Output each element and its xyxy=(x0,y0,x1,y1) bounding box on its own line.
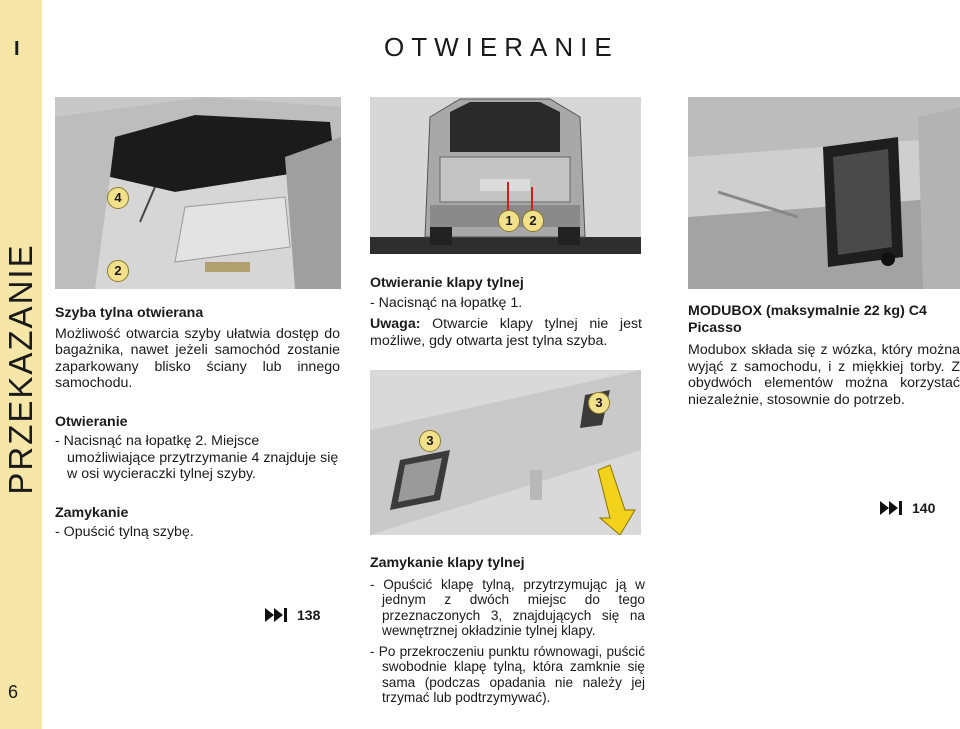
tailgate-photo xyxy=(370,97,641,254)
callout-badge-2-tailgate: 2 xyxy=(522,210,544,232)
tailgate-open-text xyxy=(370,275,642,349)
chapter-sidebar xyxy=(0,0,42,729)
callout-badge-3-left: 3 xyxy=(419,430,441,452)
section-heading-rear-window: Szyba tylna otwierana xyxy=(55,305,204,321)
tailgate-note xyxy=(370,316,642,349)
modubox-description: Modubox składa się z wózka, który można wyjąć z samochodu, i z miękkiej torby. Z obydwóch elementów można korzystać niezależnie, stosownie do potrzeb. xyxy=(688,342,960,408)
fast-forward-icon xyxy=(265,608,287,622)
tailgate-close-heading: Zamykanie klapy tylnej xyxy=(370,555,525,571)
left-column-text xyxy=(55,305,340,541)
reference-page-number: 140 xyxy=(912,500,936,516)
closing-heading: Zamykanie xyxy=(55,504,129,521)
callout-badge-4: 4 xyxy=(107,187,129,209)
rear-window-photo xyxy=(55,97,341,289)
callout-badge-1: 1 xyxy=(498,210,520,232)
chapter-title: PRZEKAZANIE xyxy=(2,243,39,495)
tailgate-close-step-2: - Po przekroczeniu punktu równowagi, puścić swobodnie klapę tylną, która zamknie się sama (podczas opadania nie należy jej trzymać lub podtrzymywać). xyxy=(370,643,645,705)
tailgate-handles-photo xyxy=(370,370,641,535)
modubox-photo xyxy=(688,97,960,289)
tailgate-close-step-1: - Opuścić klapę tylną, przytrzymując ją w jednym z dwóch miejsc do tego przeznaczonych 3, znajdujących się na wewnętrznej okładzinie tylnej klapy. xyxy=(370,576,645,638)
tailgate-open-heading: Otwieranie klapy tylnej xyxy=(370,275,524,291)
fast-forward-icon xyxy=(880,501,902,515)
callout-badge-2: 2 xyxy=(107,260,129,282)
page-number: 6 xyxy=(8,682,19,702)
rear-window-description: Możliwość otwarcia szyby ułatwia dostęp do bagażnika, nawet jeżeli samochód zostanie zaparkowany blisko ściany lub innego samochodu. xyxy=(55,325,340,391)
opening-step: - Nacisnąć na łopatkę 2. Miejsce umożliwiające przytrzymanie 4 znajduje się w osi wycieraczki tylnej szyby. xyxy=(55,433,339,482)
page-reference-138[interactable] xyxy=(265,607,320,623)
page-title: OTWIERANIE xyxy=(384,32,619,62)
note-label: Uwaga: xyxy=(370,316,421,332)
tailgate-open-step: - Nacisnąć na łopatkę 1. xyxy=(370,294,523,311)
modubox-text xyxy=(688,303,960,408)
section-marker: I xyxy=(14,38,20,60)
closing-step: - Opuścić tylną szybę. xyxy=(55,524,194,540)
modubox-heading: MODUBOX (maksymalnie 22 kg) C4 Picasso xyxy=(688,303,927,336)
opening-heading: Otwieranie xyxy=(55,413,128,430)
page-reference-140[interactable] xyxy=(880,500,935,516)
reference-page-number: 138 xyxy=(297,607,321,623)
note-text: Otwarcie klapy tylnej nie jest możliwe, gdy otwarta jest tylna szyba. xyxy=(370,316,642,349)
callout-badge-3-right: 3 xyxy=(588,392,610,414)
tailgate-close-text xyxy=(370,556,645,706)
